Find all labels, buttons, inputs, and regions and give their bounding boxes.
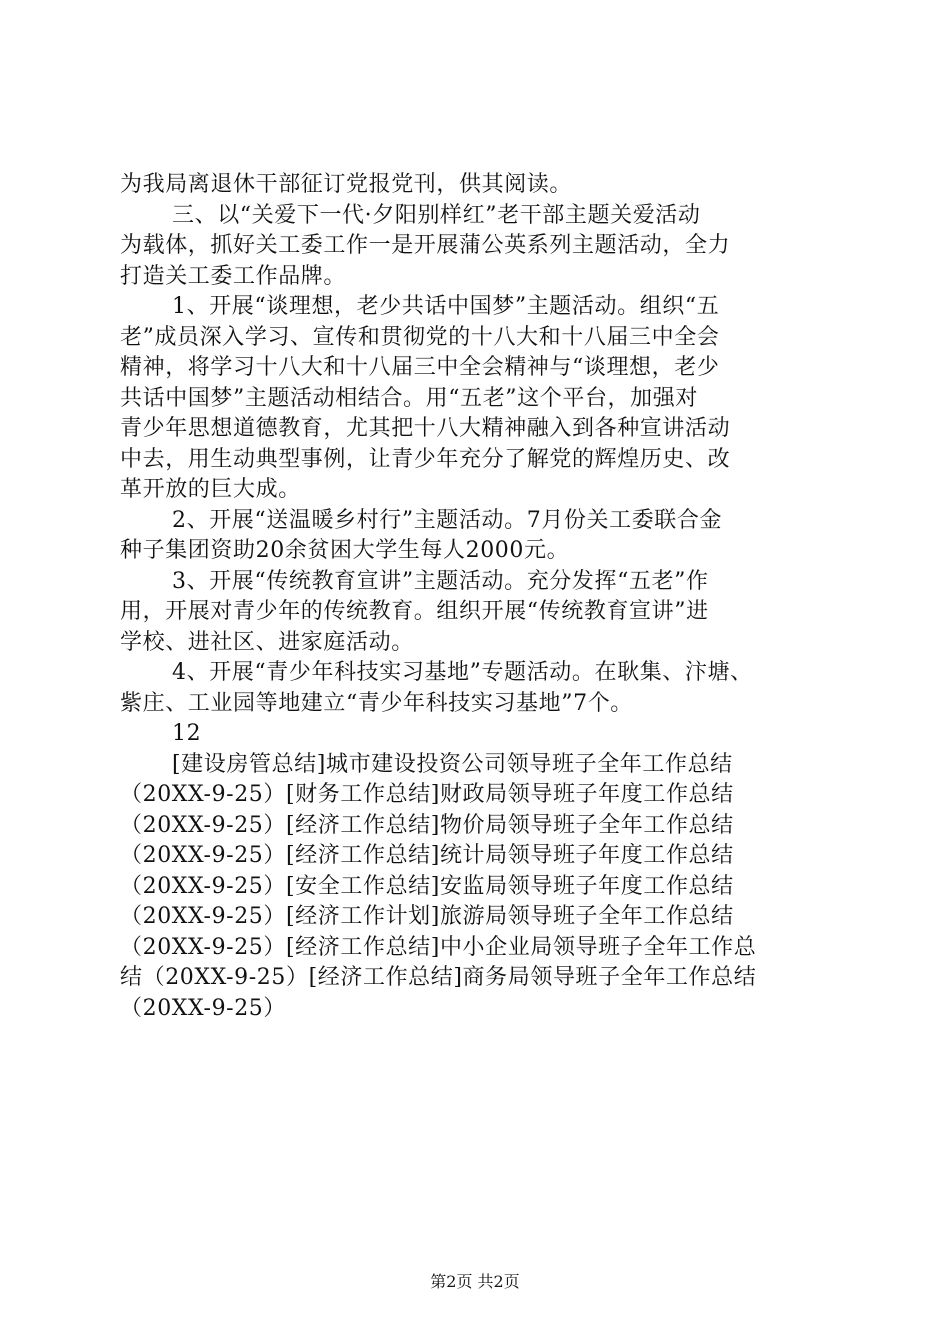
text-line: 青少年思想道德教育，尤其把十八大精神融入到各种宣讲活动 (120, 416, 731, 441)
text-line: 4、开展“青少年科技实习基地”专题活动。在耿集、汴塘、 (172, 660, 753, 685)
text-line: 12 (172, 721, 202, 746)
document-body (120, 170, 840, 1024)
text-line: （20XX-9-25）[安全工作总结]安监局领导班子年度工作总结 (120, 873, 734, 899)
text-line: 精神，将学习十八大和十八届三中全会精神与“谈理想，老少 (120, 355, 720, 380)
text-line: 结（20XX-9-25）[经济工作总结]商务局领导班子全年工作总结 (120, 965, 757, 990)
text-line: 共话中国梦”主题活动相结合。用“五老”这个平台，加强对 (120, 385, 698, 411)
text-line: 学校、进社区、进家庭活动。 (120, 629, 414, 655)
text-line: 2、开展“送温暖乡村行”主题活动。7月份关工委联合金 (172, 507, 723, 533)
text-line: 三、以“关爱下一代·夕阳别样红”老干部主题关爱活动 (172, 202, 701, 228)
text-line: 用，开展对青少年的传统教育。组织开展“传统教育宣讲”进 (120, 599, 709, 624)
text-line: （20XX-9-25） (120, 995, 286, 1021)
text-line: 老”成员深入学习、宣传和贯彻党的十八大和十八届三中全会 (120, 324, 720, 350)
text-line: （20XX-9-25）[经济工作总结]物价局领导班子全年工作总结 (120, 812, 734, 838)
text-line: 打造关工委工作品牌。 (120, 263, 347, 289)
page-number-footer: 第2页 共2页 (430, 1272, 520, 1291)
text-line: 1、开展“谈理想，老少共话中国梦”主题活动。组织“五 (172, 294, 720, 319)
text-line: 为我局离退休干部征订党报党刊，供其阅读。 (120, 172, 573, 197)
text-line: 种子集团资助20余贫困大学生每人2000元。 (120, 538, 570, 563)
text-line: （20XX-9-25）[经济工作总结]中小企业局领导班子全年工作总 (120, 934, 757, 960)
text-line: 为载体，抓好关工委工作一是开展蒲公英系列主题活动，全力 (120, 233, 731, 258)
text-line: 中去，用生动典型事例，让青少年充分了解党的辉煌历史、改 (120, 446, 731, 472)
text-line: （20XX-9-25）[经济工作计划]旅游局领导班子全年工作总结 (120, 904, 734, 929)
text-line: 3、开展“传统教育宣讲”主题活动。充分发挥“五老”作 (172, 568, 709, 594)
text-line: 革开放的巨大成。 (120, 477, 301, 502)
text-line: [建设房管总结]城市建设投资公司领导班子全年工作总结 (172, 751, 733, 777)
text-line: （20XX-9-25）[财务工作总结]财政局领导班子年度工作总结 (120, 782, 734, 807)
text-line: （20XX-9-25）[经济工作总结]统计局领导班子年度工作总结 (120, 843, 734, 868)
text-line: 紫庄、工业园等地建立“青少年科技实习基地”7个。 (120, 690, 633, 716)
